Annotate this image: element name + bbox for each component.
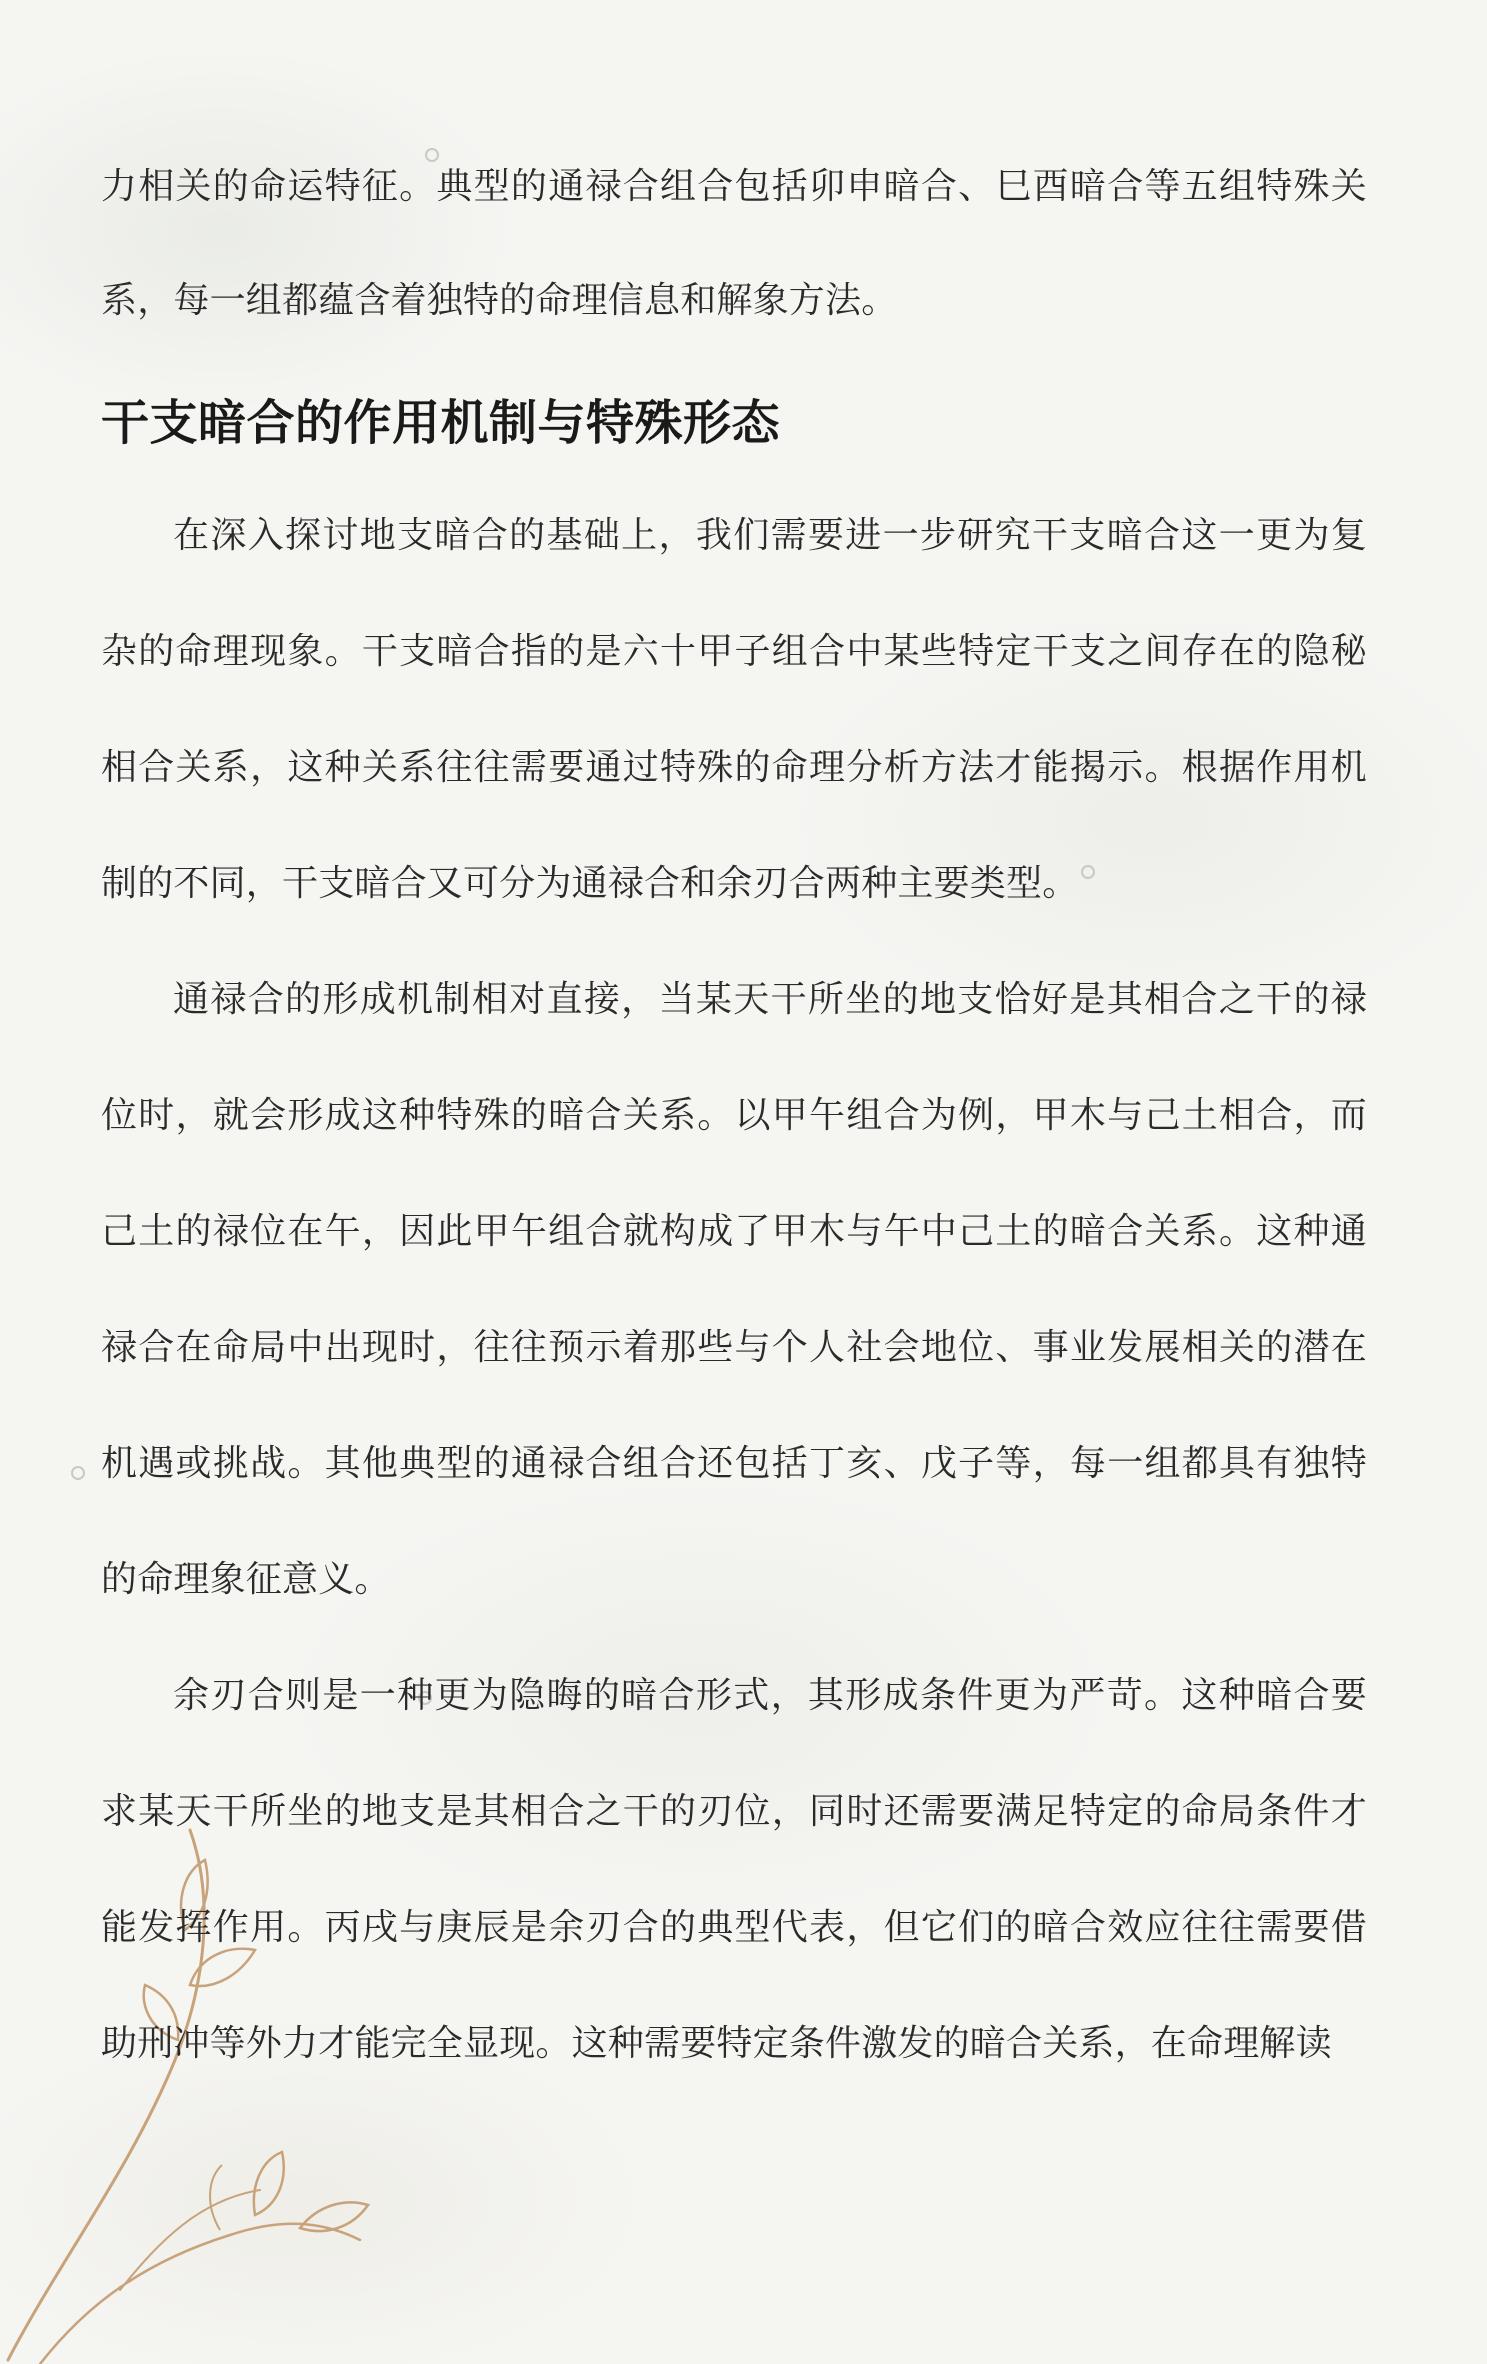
- section-heading: 干支暗合的作用机制与特殊形态: [101, 395, 781, 451]
- paragraph-2: 通禄合的形成机制相对直接，当某天干所坐的地支恰好是其相合之干的禄位时，就会形成这种特殊的暗合关系。以甲午组合为例，甲木与己土相合，而己土的禄位在午，因此甲午组合就构成了甲木与午中己土的暗合关系。这种通禄合在命局中出现时，往往预示着那些与个人社会地位、事业发展相关的潜在机遇或挑战。其他典型的通禄合组合还包括丁亥、戊子等，每一组都具有独特的命理象征意义。: [101, 979, 1367, 1600]
- document-body: [101, 130, 1367, 2102]
- intro-paragraph: 力相关的命运特征。典型的通禄合组合包括卯申暗合、巳酉暗合等五组特殊关系，每一组都蕴含着独特的命理信息和解象方法。: [101, 166, 1367, 321]
- paragraph-1: 在深入探讨地支暗合的基础上，我们需要进一步研究干支暗合这一更为复杂的命理现象。干支暗合指的是六十甲子组合中某些特定干支之间存在的隐秘相合关系，这种关系往往需要通过特殊的命理分析方法才能揭示。根据作用机制的不同，干支暗合又可分为通禄合和余刃合两种主要类型。: [101, 515, 1367, 904]
- paragraph-3: 余刃合则是一种更为隐晦的暗合形式，其形成条件更为严苛。这种暗合要求某天干所坐的地支是其相合之干的刃位，同时还需要满足特定的命局条件才能发挥作用。丙戌与庚辰是余刃合的典型代表，但它们的暗合效应往往需要借助刑冲等外力才能完全显现。这种需要特定条件激发的暗合关系，在命理解读: [101, 1675, 1367, 2064]
